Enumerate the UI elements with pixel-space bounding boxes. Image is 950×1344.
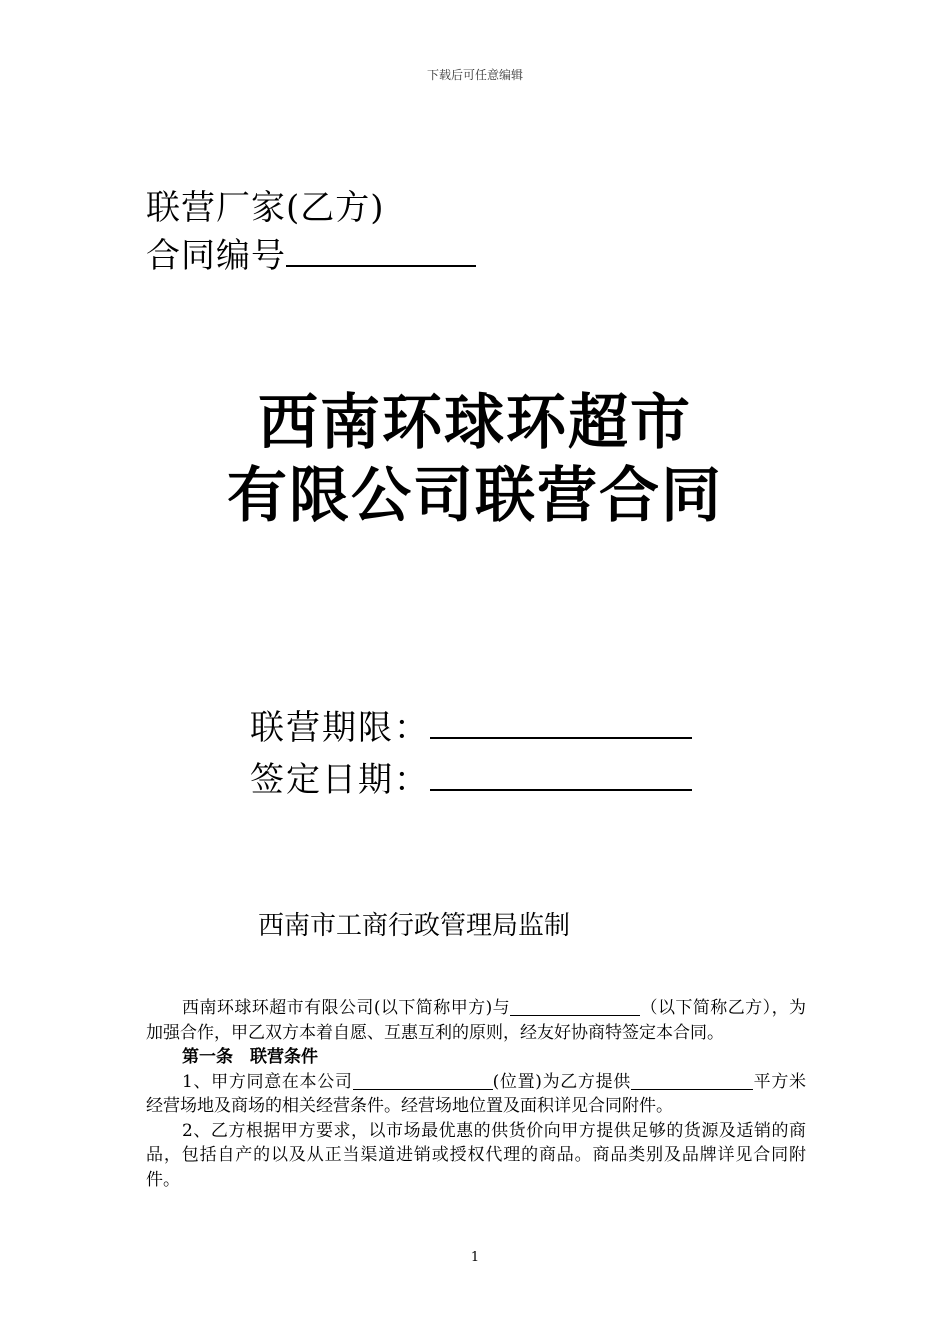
sign-date-row (250, 752, 692, 801)
intro-paragraph (146, 996, 806, 1045)
clause-1-text-2: (位置)为乙方提供 (492, 1071, 631, 1092)
page-number: 1 (470, 1250, 480, 1265)
clause-2: 2、乙方根据甲方要求，以市场最优惠的供货价向甲方提供足够的货源及适销的商品，包括自产的以及从正当渠道进销或授权代理的商品。商品类别及品牌详见合同附件。 (146, 1120, 806, 1190)
article-1-heading: 第一条 联营条件 (182, 1047, 318, 1067)
party-b-name-blank[interactable] (510, 997, 640, 1016)
area-blank[interactable] (631, 1071, 753, 1090)
sign-date-label: 签定日期： (250, 760, 430, 800)
term-blank[interactable] (430, 705, 692, 739)
location-blank[interactable] (353, 1071, 493, 1090)
contract-body (146, 996, 806, 1192)
title-line-1: 西南环球环超市 (258, 388, 692, 458)
term-label: 联营期限： (250, 708, 430, 748)
contract-number-blank[interactable] (286, 235, 476, 267)
intro-text-1: 西南环球环超市有限公司(以下简称甲方)与 (182, 998, 511, 1018)
contract-number-label: 合同编号 (146, 236, 286, 276)
clause-1-text-1: 1、甲方同意在本公司 (182, 1071, 353, 1092)
sign-date-blank[interactable] (430, 757, 692, 791)
clause-1-text-3: 平方米经营场地及商场的相关经营条件。经营场地位置及面积详见合同附件。 (146, 1071, 807, 1116)
term-row (250, 700, 692, 749)
clause-1 (146, 1070, 806, 1119)
supervisor-line: 西南市工商行政管理局监制 (258, 911, 571, 941)
intro-text-2: （以下简称乙方），为加强合作，甲乙双方本着自愿、互惠互利的原则，经友好协商特签定本合同。 (146, 998, 807, 1043)
title-line-2: 有限公司联营合同 (227, 461, 723, 531)
contract-number-row (146, 228, 476, 277)
party-b-line: 联营厂家(乙方) (146, 188, 385, 228)
header-note: 下载后可任意编辑 (426, 68, 523, 82)
